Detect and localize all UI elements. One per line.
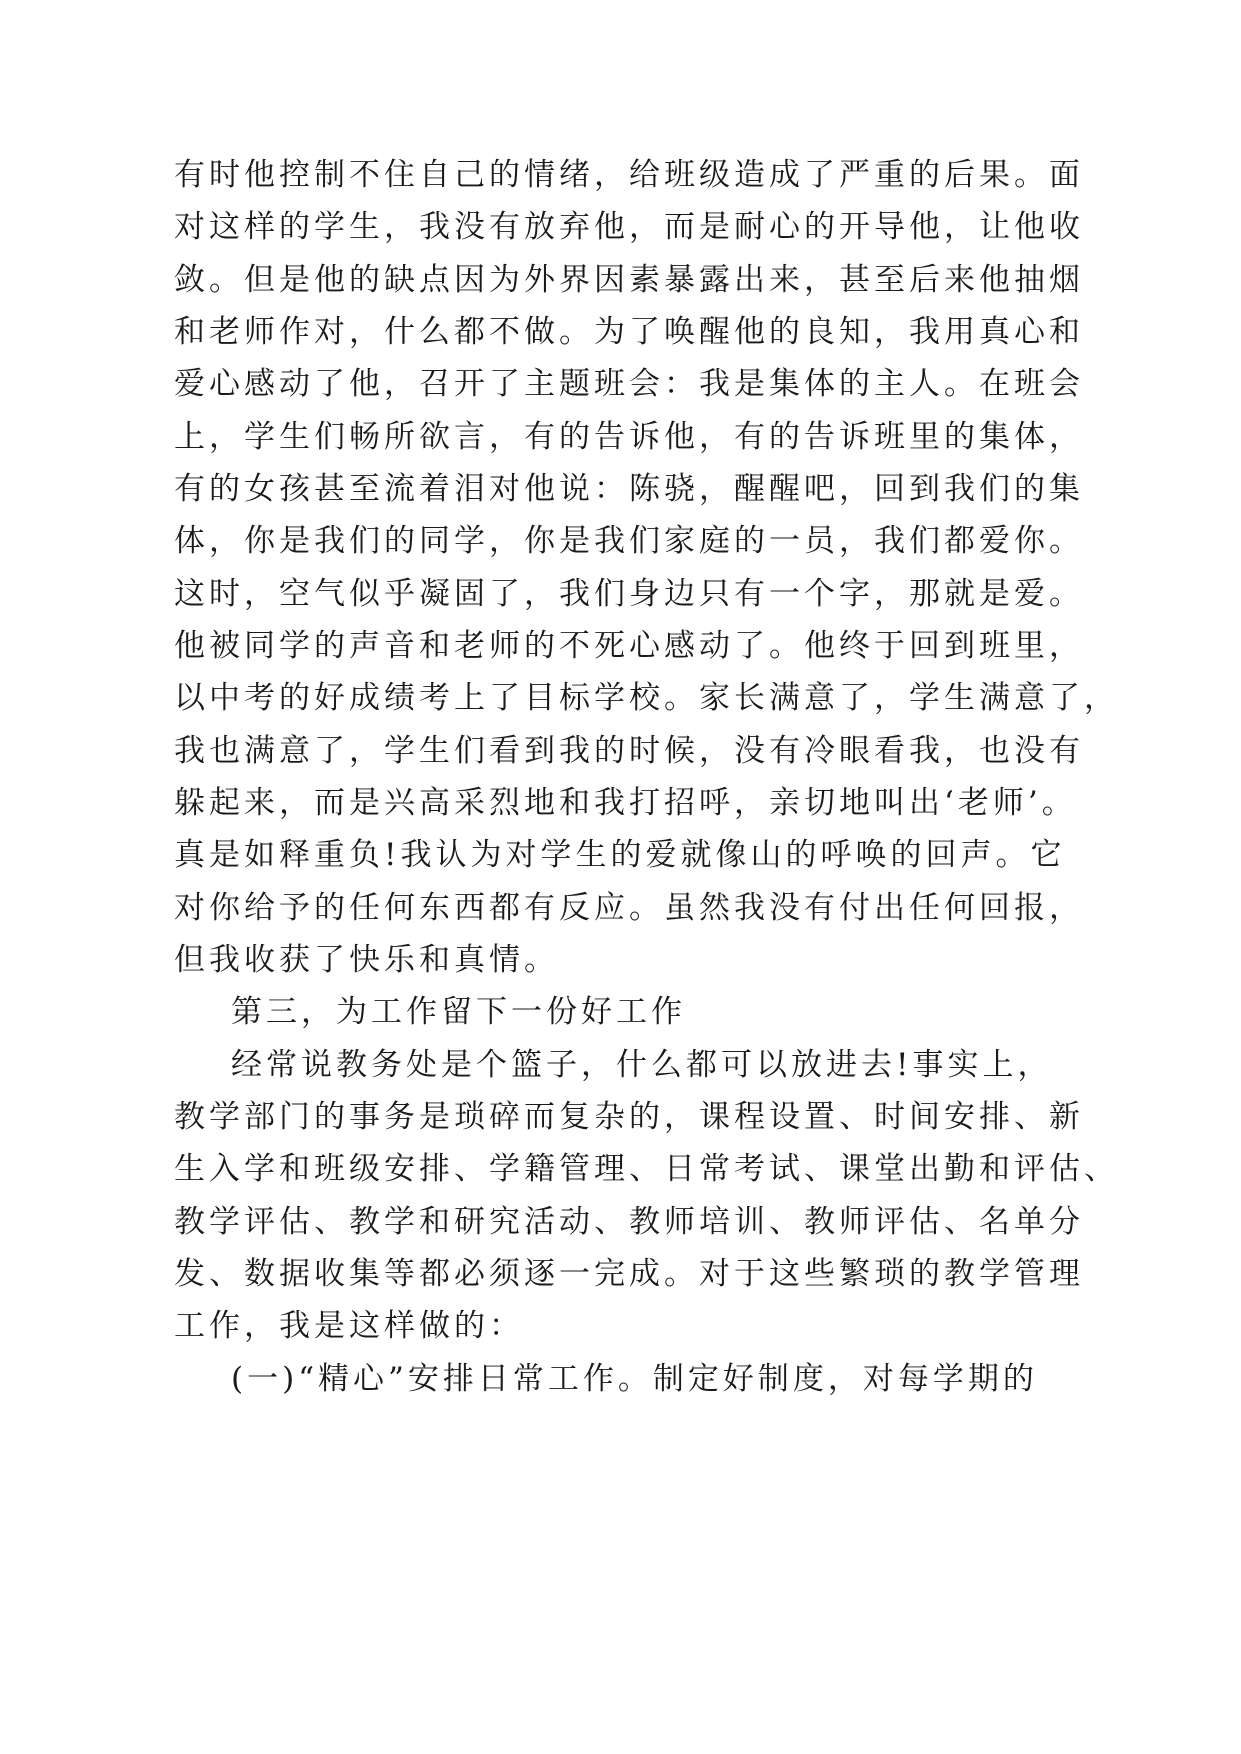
text-line: 发、数据收集等都必须逐一完成。对于这些繁琐的教学管理	[174, 1256, 1084, 1292]
text-line: 上，学生们畅所欲言，有的告诉他，有的告诉班里的集体，	[174, 419, 1084, 455]
text-line: 对这样的学生，我没有放弃他，而是耐心的开导他，让他收	[174, 209, 1084, 245]
text-line: 以中考的好成绩考上了目标学校。家长满意了，学生满意了，	[174, 680, 1119, 716]
text-line: 有时他控制不住自己的情绪，给班级造成了严重的后果。面	[174, 157, 1084, 193]
text-line: 这时，空气似乎凝固了，我们身边只有一个字，那就是爱。	[174, 576, 1084, 612]
text-line: 躲起来，而是兴高采烈地和我打招呼，亲切地叫出‘老师’。	[174, 785, 1077, 821]
text-line: 敛。但是他的缺点因为外界因素暴露出来，甚至后来他抽烟	[174, 262, 1084, 298]
section-heading: 第三，为工作留下一份好工作	[231, 994, 686, 1030]
text-line: 真是如释重负!我认为对学生的爱就像山的呼唤的回声。它	[174, 837, 1066, 873]
text-line: 教学评估、教学和研究活动、教师培训、教师评估、名单分	[174, 1204, 1084, 1240]
text-line: 我也满意了，学生们看到我的时候，没有冷眼看我，也没有	[174, 733, 1084, 769]
text-line: 爱心感动了他，召开了主题班会：我是集体的主人。在班会	[174, 366, 1084, 402]
text-line: 经常说教务处是个篮子，什么都可以放进去!事实上，	[231, 1047, 1053, 1083]
text-line: 和老师作对，什么都不做。为了唤醒他的良知，我用真心和	[174, 314, 1084, 350]
text-line: (一)“精心”安排日常工作。制定好制度，对每学期的	[231, 1361, 1038, 1397]
text-line: 教学部门的事务是琐碎而复杂的，课程设置、时间安排、新	[174, 1099, 1084, 1135]
text-line: 工作，我是这样做的：	[174, 1308, 524, 1344]
text-line: 体，你是我们的同学，你是我们家庭的一员，我们都爱你。	[174, 523, 1084, 559]
text-line: 他被同学的声音和老师的不死心感动了。他终于回到班里，	[174, 628, 1084, 664]
text-line: 对你给予的任何东西都有反应。虽然我没有付出任何回报，	[174, 890, 1084, 926]
text-line: 有的女孩甚至流着泪对他说：陈骁，醒醒吧，回到我们的集	[174, 471, 1084, 507]
text-line: 生入学和班级安排、学籍管理、日常考试、课堂出勤和评估、	[174, 1151, 1119, 1187]
text-line: 但我收获了快乐和真情。	[174, 942, 559, 978]
